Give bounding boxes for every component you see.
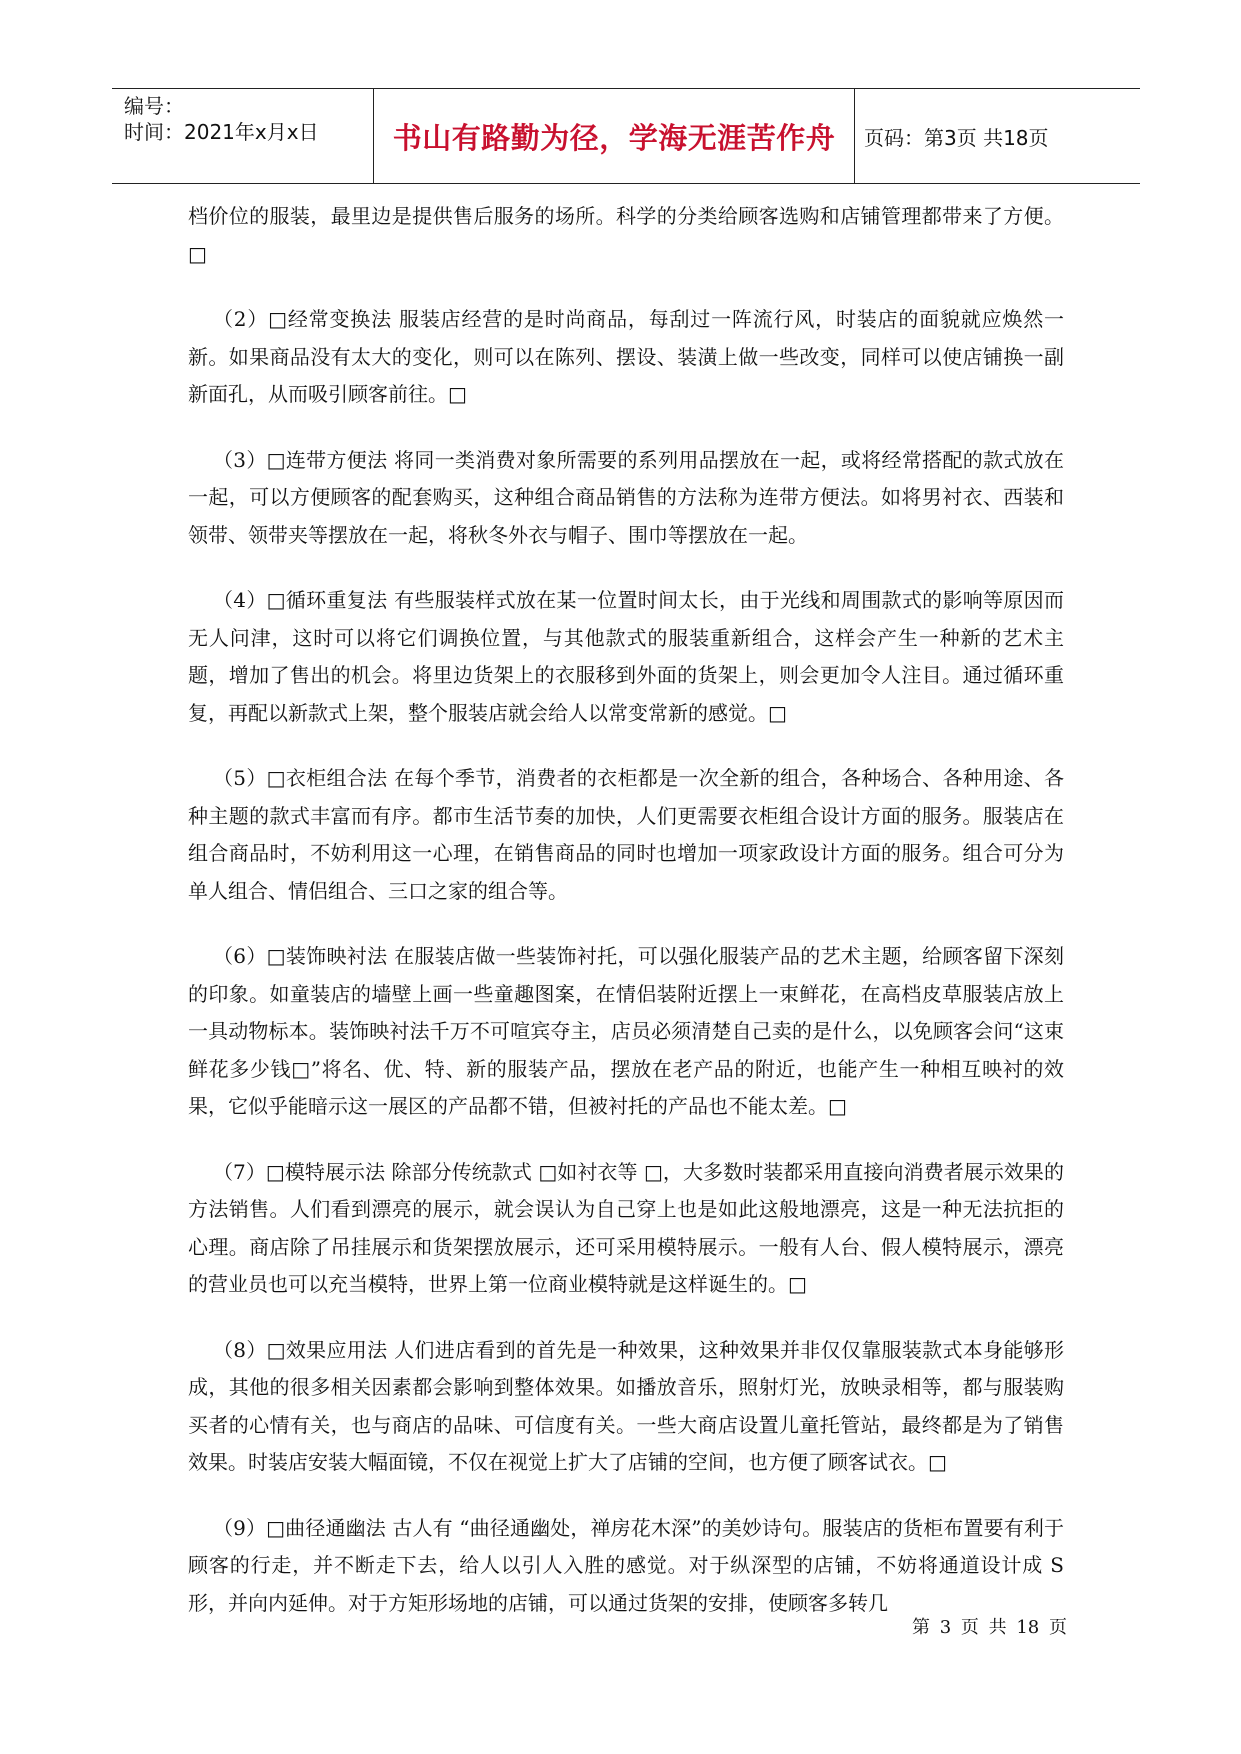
document-header [112, 88, 1140, 184]
document-body [188, 198, 1064, 1650]
page-footer: 第 3 页 共 18 页 [912, 1617, 1067, 1638]
paragraph-method-5: （5）□衣柜组合法 在每个季节，消费者的衣柜都是一次全新的组合，各种场合、各种用途、各种主题的款式丰富而有序。都市生活节奏的加快，人们更需要衣柜组合设计方面的服务。服装店在组合商品时，不妨利用这一心理，在销售商品的同时也增加一项家政设计方面的服务。组合可分为单人组合、情侣组合、三口之家的组合等。 [188, 766, 1064, 903]
paragraph-method-9: （9）□曲径通幽法 古人有 “曲径通幽处，禅房花木深”的美妙诗句。服装店的货柜布置要有利于顾客的行走，并不断走下去，给人以引人入胜的感觉。对于纵深型的店铺，不妨将通道设计成 S形，并向内延伸。对于方矩形场地的店铺，可以通过货架的安排，使顾客多转几 [188, 1515, 1064, 1615]
paragraph-method-8: （8）□效果应用法 人们进店看到的首先是一种效果，这种效果并非仅仅靠服装款式本身能够形成，其他的很多相关因素都会影响到整体效果。如播放音乐，照射灯光，放映录相等，都与服装购买者的心情有关，也与商店的品味、可信度有关。一些大商店设置儿童托管站，最终都是为了销售效果。时装店安装大幅面镜，不仅在视觉上扩大了店铺的空间，也方便了顾客试衣。□ [188, 1337, 1064, 1474]
header-meta [124, 89, 364, 183]
date-line: 时间：2021年x月x日 [124, 120, 319, 144]
paragraph-method-6: （6）□装饰映衬法 在服装店做一些装饰衬托，可以强化服装产品的艺术主题，给顾客留下深刻的印象。如童装店的墙壁上画一些童趣图案，在情侣装附近摆上一束鲜花，在高档皮草服装店放上一具动物标本。装饰映衬法千万不可喧宾夺主，店员必须清楚自己卖的是什么，以免顾客会问“这束鲜花多少钱□”将名、优、特、新的服装产品，摆放在老产品的附近，也能产生一种相互映衬的效果，它似乎能暗示这一展区的产品都不错，但被衬托的产品也不能太差。□ [188, 944, 1064, 1118]
motto-text: 书山有路勤为径，学海无涯苦作舟 [392, 120, 836, 155]
header-motto-cell [373, 89, 855, 183]
serial-number-label: 编号： [124, 94, 184, 118]
paragraph-continuation: 档价位的服装，最里边是提供售后服务的场所。科学的分类给顾客选购和店铺管理都带来了方便。□ [188, 204, 1064, 266]
header-page-info-cell [864, 89, 1134, 183]
paragraph-method-4: （4）□循环重复法 有些服装样式放在某一位置时间太长，由于光线和周围款式的影响等原因而无人问津，这时可以将它们调换位置，与其他款式的服装重新组合，这样会产生一种新的艺术主题，增加了售出的机会。将里边货架上的衣服移到外面的货架上，则会更加令人注目。通过循环重复，再配以新款式上架，整个服装店就会给人以常变常新的感觉。□ [188, 588, 1064, 725]
paragraph-method-3: （3）□连带方便法 将同一类消费对象所需要的系列用品摆放在一起，或将经常搭配的款式放在一起，可以方便顾客的配套购买，这种组合商品销售的方法称为连带方便法。如将男衬衣、西装和领带、领带夹等摆放在一起，将秋冬外衣与帽子、围巾等摆放在一起。 [188, 447, 1064, 547]
paragraph-method-2: （2）□经常变换法 服装店经营的是时尚商品，每刮过一阵流行风，时装店的面貌就应焕然一新。如果商品没有太大的变化，则可以在陈列、摆设、装潢上做一些改变，同样可以使店铺换一副新面孔，从而吸引顾客前往。□ [188, 307, 1064, 406]
paragraph-method-7: （7）□模特展示法 除部分传统款式 □如衬衣等 □，大多数时装都采用直接向消费者展示效果的方法销售。人们看到漂亮的展示，就会误认为自己穿上也是如此这般地漂亮，这是一种无法抗拒的心理。商店除了吊挂展示和货架摆放展示，还可采用模特展示。一般有人台、假人模特展示，漂亮的营业员也可以充当模特，世界上第一位商业模特就是这样诞生的。□ [188, 1159, 1064, 1296]
page-info: 页码：第3页 共18页 [864, 125, 1049, 150]
